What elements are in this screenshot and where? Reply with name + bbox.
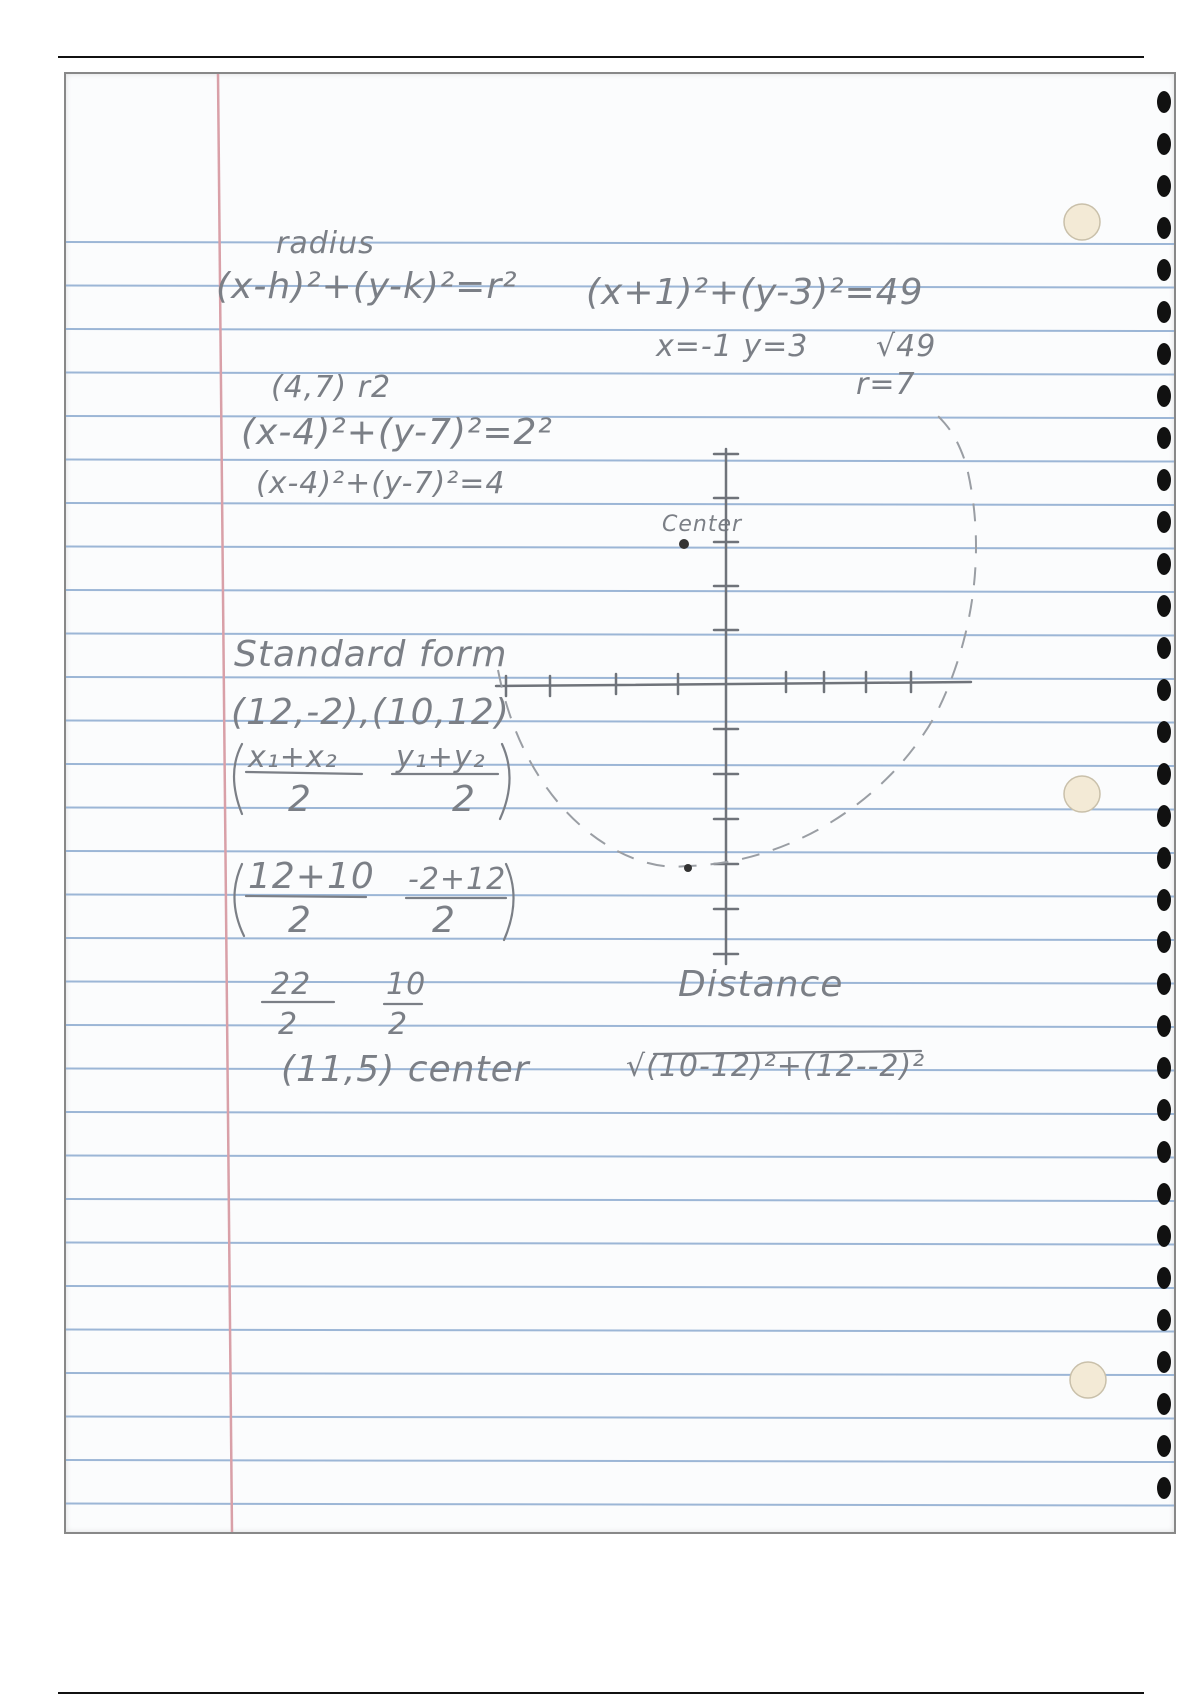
spiral-hole <box>1157 1099 1171 1121</box>
spiral-hole <box>1157 217 1171 239</box>
spiral-hole <box>1157 637 1171 659</box>
distance-label: Distance <box>678 964 844 1005</box>
substitution-y: -2+12 <box>408 862 507 897</box>
top-rule <box>58 56 1144 58</box>
spiral-hole <box>1157 91 1171 113</box>
example2-equation: (x+1)²+(y-3)²=49 <box>586 272 924 313</box>
spiral-hole <box>1157 427 1171 449</box>
midpoint-formula-y: y₁+y₂ <box>396 740 486 775</box>
circle-bottom-point <box>684 864 692 872</box>
spiral-hole <box>1157 889 1171 911</box>
spiral-hole <box>1157 805 1171 827</box>
radius-label: radius <box>276 226 375 261</box>
example1-given: (4,7) r2 <box>271 370 392 405</box>
spiral-hole <box>1157 301 1171 323</box>
spiral-hole <box>1157 595 1171 617</box>
spiral-hole <box>1157 1477 1171 1499</box>
result-y-numerator: 10 <box>386 967 427 1002</box>
midpoint-formula-x: x₁+x₂ <box>248 740 338 775</box>
distance-formula: √(10-12)²+(12--2)² <box>626 1049 926 1084</box>
spiral-hole <box>1157 1351 1171 1373</box>
right-paren-1 <box>500 744 510 819</box>
example2-radius: r=7 <box>856 367 916 402</box>
substitution-denominator-y: 2 <box>432 900 456 941</box>
graph-x-axis <box>496 682 971 686</box>
notebook-page <box>64 72 1176 1534</box>
example1-step2: (x-4)²+(y-7)²=4 <box>256 466 506 501</box>
example2-center: x=-1 y=3 <box>656 329 809 364</box>
circle-sketch <box>498 414 976 867</box>
spiral-hole <box>1157 553 1171 575</box>
spiral-hole <box>1157 259 1171 281</box>
midpoint-denominator-x: 2 <box>288 779 312 820</box>
spiral-hole <box>1157 1015 1171 1037</box>
midpoint-denominator-y: 2 <box>452 779 476 820</box>
spiral-hole <box>1157 721 1171 743</box>
fraction-bar-sub-x <box>246 896 366 897</box>
general-circle-equation: (x-h)²+(y-k)²=r² <box>216 266 518 307</box>
spiral-hole <box>1157 1435 1171 1457</box>
graph-center-label: Center <box>662 512 743 537</box>
spiral-hole <box>1157 1057 1171 1079</box>
punch-hole-middle <box>1064 776 1100 812</box>
example2-root: √49 <box>876 329 937 364</box>
punch-hole-bottom <box>1070 1362 1106 1398</box>
spiral-hole <box>1157 973 1171 995</box>
result-x-denominator: 2 <box>278 1007 299 1042</box>
spiral-hole <box>1157 1183 1171 1205</box>
spiral-hole <box>1157 1267 1171 1289</box>
result-y-denominator: 2 <box>388 1007 409 1042</box>
left-paren-2 <box>234 864 244 936</box>
left-paren-1 <box>234 744 242 814</box>
spiral-hole <box>1157 1141 1171 1163</box>
substitution-x: 12+10 <box>248 856 375 897</box>
right-paren-2 <box>504 864 514 940</box>
spiral-binding <box>1157 91 1171 1499</box>
spiral-hole <box>1157 763 1171 785</box>
result-x-numerator: 22 <box>271 967 312 1002</box>
substitution-denominator-x: 2 <box>288 900 312 941</box>
spiral-hole <box>1157 133 1171 155</box>
punch-hole-top <box>1064 204 1100 240</box>
pencil-sketch <box>66 74 1174 1532</box>
center-point <box>679 539 689 549</box>
binding-holes <box>1064 204 1106 1398</box>
spiral-hole <box>1157 175 1171 197</box>
spiral-hole <box>1157 1225 1171 1247</box>
center-result: (11,5) center <box>281 1049 530 1090</box>
fraction-bar-x <box>246 772 362 774</box>
spiral-hole <box>1157 469 1171 491</box>
distance-radical-bar <box>654 1051 921 1054</box>
spiral-hole <box>1157 931 1171 953</box>
spiral-hole <box>1157 1393 1171 1415</box>
bottom-rule <box>58 1692 1144 1694</box>
spiral-hole <box>1157 1309 1171 1331</box>
spiral-hole <box>1157 847 1171 869</box>
standard-form-label: Standard form <box>234 634 508 675</box>
spiral-hole <box>1157 679 1171 701</box>
spiral-hole <box>1157 511 1171 533</box>
spiral-hole <box>1157 385 1171 407</box>
spiral-hole <box>1157 343 1171 365</box>
example1-step1: (x-4)²+(y-7)²=2² <box>241 412 553 453</box>
points: (12,-2),(10,12) <box>231 692 510 733</box>
